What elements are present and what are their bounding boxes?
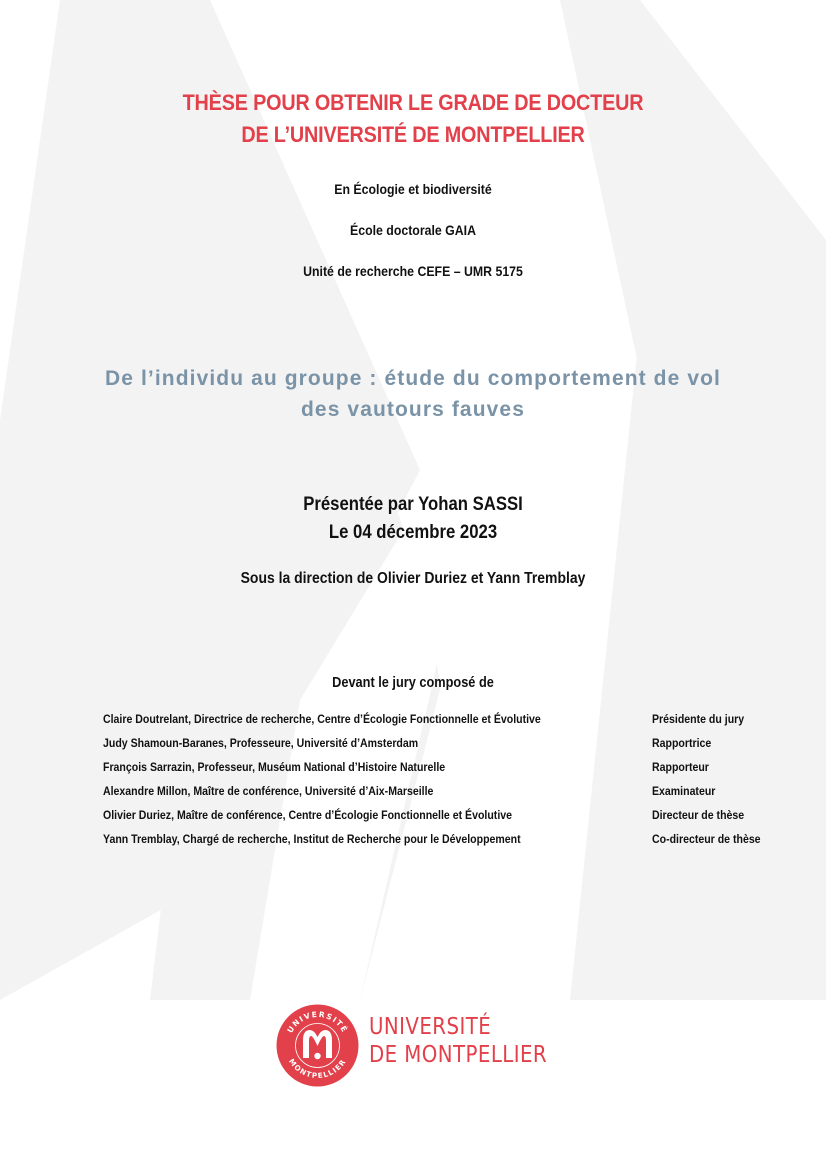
defense-date: Le 04 décembre 2023 — [328, 522, 498, 543]
jury-member — [103, 784, 803, 800]
discipline: En Écologie et biodiversité — [334, 181, 492, 197]
university-name-line-2: DE MONTPELLIER — [369, 1042, 548, 1068]
supervision: Sous la direction de Olivier Duriez et Yann Tremblay — [240, 570, 586, 587]
jury-member — [103, 808, 803, 824]
jury-member-name: Judy Shamoun-Baranes, Professeure, Université d’Amsterdam — [103, 736, 419, 750]
jury-member-name: Olivier Duriez, Maître de conférence, Centre d’Écologie Fonctionnelle et Évolutive — [103, 808, 513, 822]
jury-member — [103, 712, 803, 728]
jury-heading: Devant le jury composé de — [332, 675, 494, 691]
jury-member-name: Claire Doutrelant, Directrice de recherche, Centre d’Écologie Fonctionnelle et Évolutive — [103, 712, 541, 726]
university-seal-logo — [276, 1004, 359, 1087]
research-unit: Unité de recherche CEFE – UMR 5175 — [303, 263, 523, 279]
jury-member-role: Présidente du jury — [652, 712, 745, 726]
jury-member-role: Co-directeur de thèse — [652, 832, 761, 846]
thesis-subject-line-1: De l’individu au groupe : étude du comportement de vol — [105, 367, 721, 390]
thesis-title-line-2: DE L’UNIVERSITÉ DE MONTPELLIER — [241, 122, 585, 147]
jury-member-role: Directeur de thèse — [652, 808, 745, 822]
jury-member — [103, 760, 803, 776]
thesis-title-line-1: THÈSE POUR OBTENIR LE GRADE DE DOCTEUR — [182, 90, 644, 115]
jury-member-name: François Sarrazin, Professeur, Muséum National d’Histoire Naturelle — [103, 760, 446, 774]
thesis-subject-line-2: des vautours fauves — [301, 398, 525, 421]
jury-member-role: Rapportrice — [652, 736, 712, 750]
jury-member-role: Rapporteur — [652, 760, 709, 774]
university-name-line-1: UNIVERSITÉ — [369, 1014, 492, 1040]
jury-member-role: Examinateur — [652, 784, 716, 798]
jury-member — [103, 736, 803, 752]
jury-member-name: Alexandre Millon, Maître de conférence, Université d’Aix-Marseille — [103, 784, 434, 798]
presenter: Présentée par Yohan SASSI — [303, 494, 523, 515]
doctoral-school: École doctorale GAIA — [350, 222, 476, 238]
jury-member — [103, 832, 803, 848]
jury-member-name: Yann Tremblay, Chargé de recherche, Institut de Recherche pour le Développement — [103, 832, 521, 846]
svg-text:UNIVERSITÉ: UNIVERSITÉ — [285, 1009, 350, 1035]
svg-text:MONTPELLIER: MONTPELLIER — [287, 1056, 348, 1081]
